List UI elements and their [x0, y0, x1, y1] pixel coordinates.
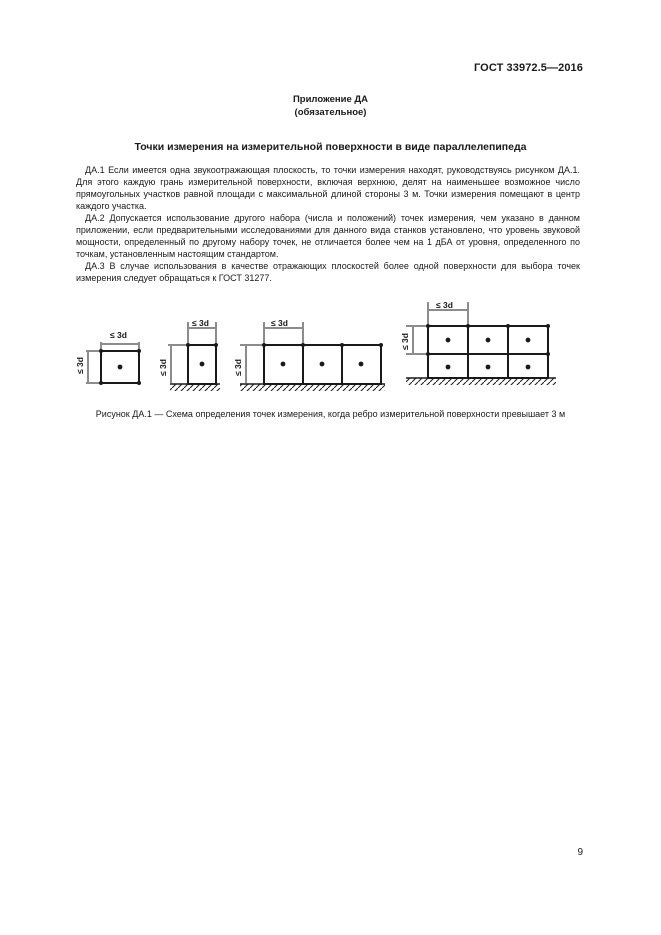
dim-label-side-3: ≤ 3d [233, 359, 243, 376]
diagram-grid-faces [400, 300, 556, 385]
dim-label-top-1: ≤ 3d [110, 330, 127, 340]
diagram-three-faces [233, 318, 385, 391]
diagram-single-face [75, 330, 141, 385]
appendix-subtitle: (обязательное) [294, 107, 367, 118]
dim-label-top-3: ≤ 3d [271, 318, 288, 328]
dim-label-side-4: ≤ 3d [400, 333, 410, 350]
paragraph-da3: ДА.3 В случае использования в качестве отражающих плоскостей более одной поверхности для выбора точек измерения следует обращаться к ГОСТ 31277. [76, 261, 580, 283]
dim-label-top-2: ≤ 3d [192, 318, 209, 328]
appendix-title: Приложение ДА [292, 94, 369, 105]
dim-label-top-4: ≤ 3d [436, 300, 453, 310]
paragraph-da1: ДА.1 Если имеется одна звукоотражающая плоскость, то точки измерения находят, руководствуясь рисунком ДА.1. Для этого каждую грань измерительной поверхности, включая верхнюю, делят на наименьшее возможное число прямоугольных участков равной площади с максимальной длиной стороны 3 м. Точки измерения помещают в центр каждого участка. [76, 165, 580, 211]
figure-diagram [70, 298, 590, 398]
diagram-face-on-floor [158, 318, 220, 391]
dim-label-side-2: ≤ 3d [158, 359, 168, 376]
section-title: Точки измерения на измерительной поверхности в виде параллелепипеда [134, 141, 527, 153]
figure-da1 [70, 298, 590, 398]
document-header: ГОСТ 33972.5—2016 [473, 62, 583, 74]
page-number: 9 [577, 847, 583, 858]
appendix-heading [0, 93, 661, 119]
body-text [76, 164, 580, 284]
figure-caption: Рисунок ДА.1 — Схема определения точек измерения, когда ребро измерительной поверхности превышает 3 м [95, 409, 566, 419]
dim-label-side-1: ≤ 3d [75, 357, 85, 374]
paragraph-da2: ДА.2 Допускается использование другого набора (числа и положений) точек измерения, чем указано в данном приложении, если предварительными исследованиями для данного вида станков установлено, что уровень звуковой мощности, определенный по другому набору точек, не отличается более чем на 1 дБА от уровня, определенного по точкам, установленным настоящим стандартом. [76, 213, 580, 259]
